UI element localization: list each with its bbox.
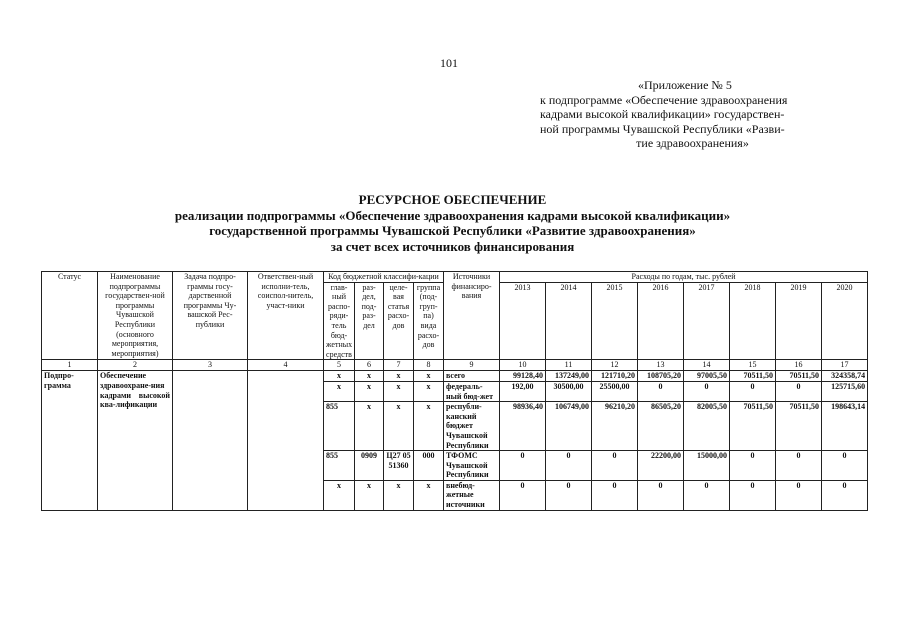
value-cell: 0 bbox=[546, 480, 592, 510]
value-cell: 30500,00 bbox=[546, 381, 592, 401]
header-year: 2016 bbox=[638, 282, 684, 360]
column-number: 10 bbox=[500, 360, 546, 371]
value-cell: 137249,00 bbox=[546, 371, 592, 382]
column-number: 16 bbox=[776, 360, 822, 371]
column-number: 5 bbox=[324, 360, 355, 371]
appendix-line: к подпрограмме «Обеспечение здравоохранения bbox=[540, 92, 788, 107]
header-name: Наименование подпрограммы государствен-ной программы Чувашской Республики (основного мероприятия, мероприятия) bbox=[98, 272, 173, 360]
value-cell: 0 bbox=[546, 451, 592, 481]
value-cell: 0 bbox=[822, 480, 868, 510]
code-group-cell: х bbox=[414, 381, 444, 401]
code-group-cell: 000 bbox=[414, 451, 444, 481]
value-cell: 99128,40 bbox=[500, 371, 546, 382]
column-number: 8 bbox=[414, 360, 444, 371]
column-number: 1 bbox=[42, 360, 98, 371]
header-code-target: целе-вая статья расхо-дов bbox=[384, 282, 414, 360]
column-number: 4 bbox=[248, 360, 324, 371]
value-cell: 98936,40 bbox=[500, 402, 546, 451]
header-code-section: раз-дел, под-раз-дел bbox=[355, 282, 384, 360]
code-main-cell: х bbox=[324, 480, 355, 510]
header-year: 2015 bbox=[592, 282, 638, 360]
header-year: 2013 bbox=[500, 282, 546, 360]
header-responsible: Ответствен-ный исполни-тель, соиспол-нитель, участ-ники bbox=[248, 272, 324, 360]
value-cell: 0 bbox=[638, 480, 684, 510]
page-number: 101 bbox=[440, 56, 458, 70]
code-section-cell: х bbox=[355, 381, 384, 401]
value-cell: 198643,14 bbox=[822, 402, 868, 451]
value-cell: 25500,00 bbox=[592, 381, 638, 401]
value-cell: 0 bbox=[822, 451, 868, 481]
value-cell: 70511,50 bbox=[776, 402, 822, 451]
column-number: 7 bbox=[384, 360, 414, 371]
appendix-line: ной программы Чувашской Республики «Разви- bbox=[540, 121, 785, 136]
resource-table bbox=[41, 271, 868, 511]
header-code-group: группа (под-груп-па) вида расхо-дов bbox=[414, 282, 444, 360]
header-sources: Источники финансиро-вания bbox=[444, 272, 500, 360]
title-line: реализации подпрограммы «Обеспечение здравоохранения кадрами высокой квалификации» bbox=[174, 207, 731, 223]
header-year: 2014 bbox=[546, 282, 592, 360]
appendix-line: «Приложение № 5 bbox=[638, 78, 732, 92]
task-cell bbox=[173, 371, 248, 510]
code-section-cell: х bbox=[355, 371, 384, 382]
column-number: 6 bbox=[355, 360, 384, 371]
value-cell: 0 bbox=[500, 480, 546, 510]
value-cell: 70511,50 bbox=[730, 402, 776, 451]
value-cell: 0 bbox=[730, 381, 776, 401]
source-cell: внебюд-жетные источники bbox=[444, 480, 500, 510]
value-cell: 125715,60 bbox=[822, 381, 868, 401]
column-number: 14 bbox=[684, 360, 730, 371]
value-cell: 0 bbox=[776, 381, 822, 401]
value-cell: 121710,20 bbox=[592, 371, 638, 382]
value-cell: 106749,00 bbox=[546, 402, 592, 451]
header-year: 2020 bbox=[822, 282, 868, 360]
value-cell: 0 bbox=[684, 480, 730, 510]
appendix-line: тие здравоохранения» bbox=[636, 136, 749, 150]
value-cell: 82005,50 bbox=[684, 402, 730, 451]
responsible-cell bbox=[248, 371, 324, 510]
value-cell: 324358,74 bbox=[822, 371, 868, 382]
title-line: государственной программы Чувашской Республики «Развитие здравоохранения» bbox=[209, 223, 696, 238]
code-target-cell: х bbox=[384, 371, 414, 382]
code-main-cell: х bbox=[324, 371, 355, 382]
value-cell: 70511,50 bbox=[730, 371, 776, 382]
header-task: Задача подпро-граммы госу-дарственной программы Чу-вашской Рес-публики bbox=[173, 272, 248, 360]
code-main-cell: 855 bbox=[324, 451, 355, 481]
code-group-cell: х bbox=[414, 371, 444, 382]
code-group-cell: х bbox=[414, 480, 444, 510]
column-number: 3 bbox=[173, 360, 248, 371]
source-cell: республи-канский бюджет Чувашской Республики bbox=[444, 402, 500, 451]
value-cell: 0 bbox=[776, 480, 822, 510]
title-line: РЕСУРСНОЕ ОБЕСПЕЧЕНИЕ bbox=[358, 192, 547, 207]
header-status: Статус bbox=[42, 272, 98, 360]
value-cell: 97005,50 bbox=[684, 371, 730, 382]
table-row bbox=[42, 371, 868, 382]
column-number: 17 bbox=[822, 360, 868, 371]
value-cell: 15000,00 bbox=[684, 451, 730, 481]
source-cell: ТФОМС Чувашской Республики bbox=[444, 451, 500, 481]
value-cell: 192,00 bbox=[500, 381, 546, 401]
value-cell: 70511,50 bbox=[776, 371, 822, 382]
appendix-line: кадрами высокой квалификации» государствен- bbox=[540, 107, 785, 121]
header-year: 2019 bbox=[776, 282, 822, 360]
code-target-cell: х bbox=[384, 402, 414, 451]
value-cell: 22200,00 bbox=[638, 451, 684, 481]
header-expenses: Расходы по годам, тыс. рублей bbox=[500, 272, 868, 283]
header-year: 2017 bbox=[684, 282, 730, 360]
column-number: 12 bbox=[592, 360, 638, 371]
value-cell: 86505,20 bbox=[638, 402, 684, 451]
source-cell: федераль-ный бюд-жет bbox=[444, 381, 500, 401]
column-number: 11 bbox=[546, 360, 592, 371]
code-target-cell: х bbox=[384, 480, 414, 510]
title-line: за счет всех источников финансирования bbox=[330, 238, 575, 254]
value-cell: 0 bbox=[500, 451, 546, 481]
value-cell: 0 bbox=[592, 480, 638, 510]
value-cell: 0 bbox=[684, 381, 730, 401]
code-target-cell: Ц27 05 51360 bbox=[384, 451, 414, 481]
code-section-cell: х bbox=[355, 480, 384, 510]
value-cell: 0 bbox=[776, 451, 822, 481]
code-main-cell: 855 bbox=[324, 402, 355, 451]
document-title bbox=[0, 192, 905, 254]
header-budget-code: Код бюджетной классифи-кации bbox=[324, 272, 444, 283]
source-cell: всего bbox=[444, 371, 500, 382]
column-number: 15 bbox=[730, 360, 776, 371]
status-cell: Подпро-грамма bbox=[42, 371, 98, 510]
code-section-cell: х bbox=[355, 402, 384, 451]
column-number: 13 bbox=[638, 360, 684, 371]
value-cell: 0 bbox=[730, 480, 776, 510]
code-target-cell: х bbox=[384, 381, 414, 401]
program-name-cell: Обеспечение здравоохране-ния кадрами высокой ква-лификации bbox=[98, 371, 173, 510]
value-cell: 0 bbox=[638, 381, 684, 401]
value-cell: 96210,20 bbox=[592, 402, 638, 451]
code-main-cell: х bbox=[324, 381, 355, 401]
column-number: 9 bbox=[444, 360, 500, 371]
appendix-note bbox=[540, 78, 845, 151]
header-code-main: глав-ный распо-ряди-тель бюд-жетных средств bbox=[324, 282, 355, 360]
value-cell: 0 bbox=[592, 451, 638, 481]
value-cell: 0 bbox=[730, 451, 776, 481]
code-section-cell: 0909 bbox=[355, 451, 384, 481]
header-year: 2018 bbox=[730, 282, 776, 360]
column-number: 2 bbox=[98, 360, 173, 371]
code-group-cell: х bbox=[414, 402, 444, 451]
value-cell: 108705,20 bbox=[638, 371, 684, 382]
